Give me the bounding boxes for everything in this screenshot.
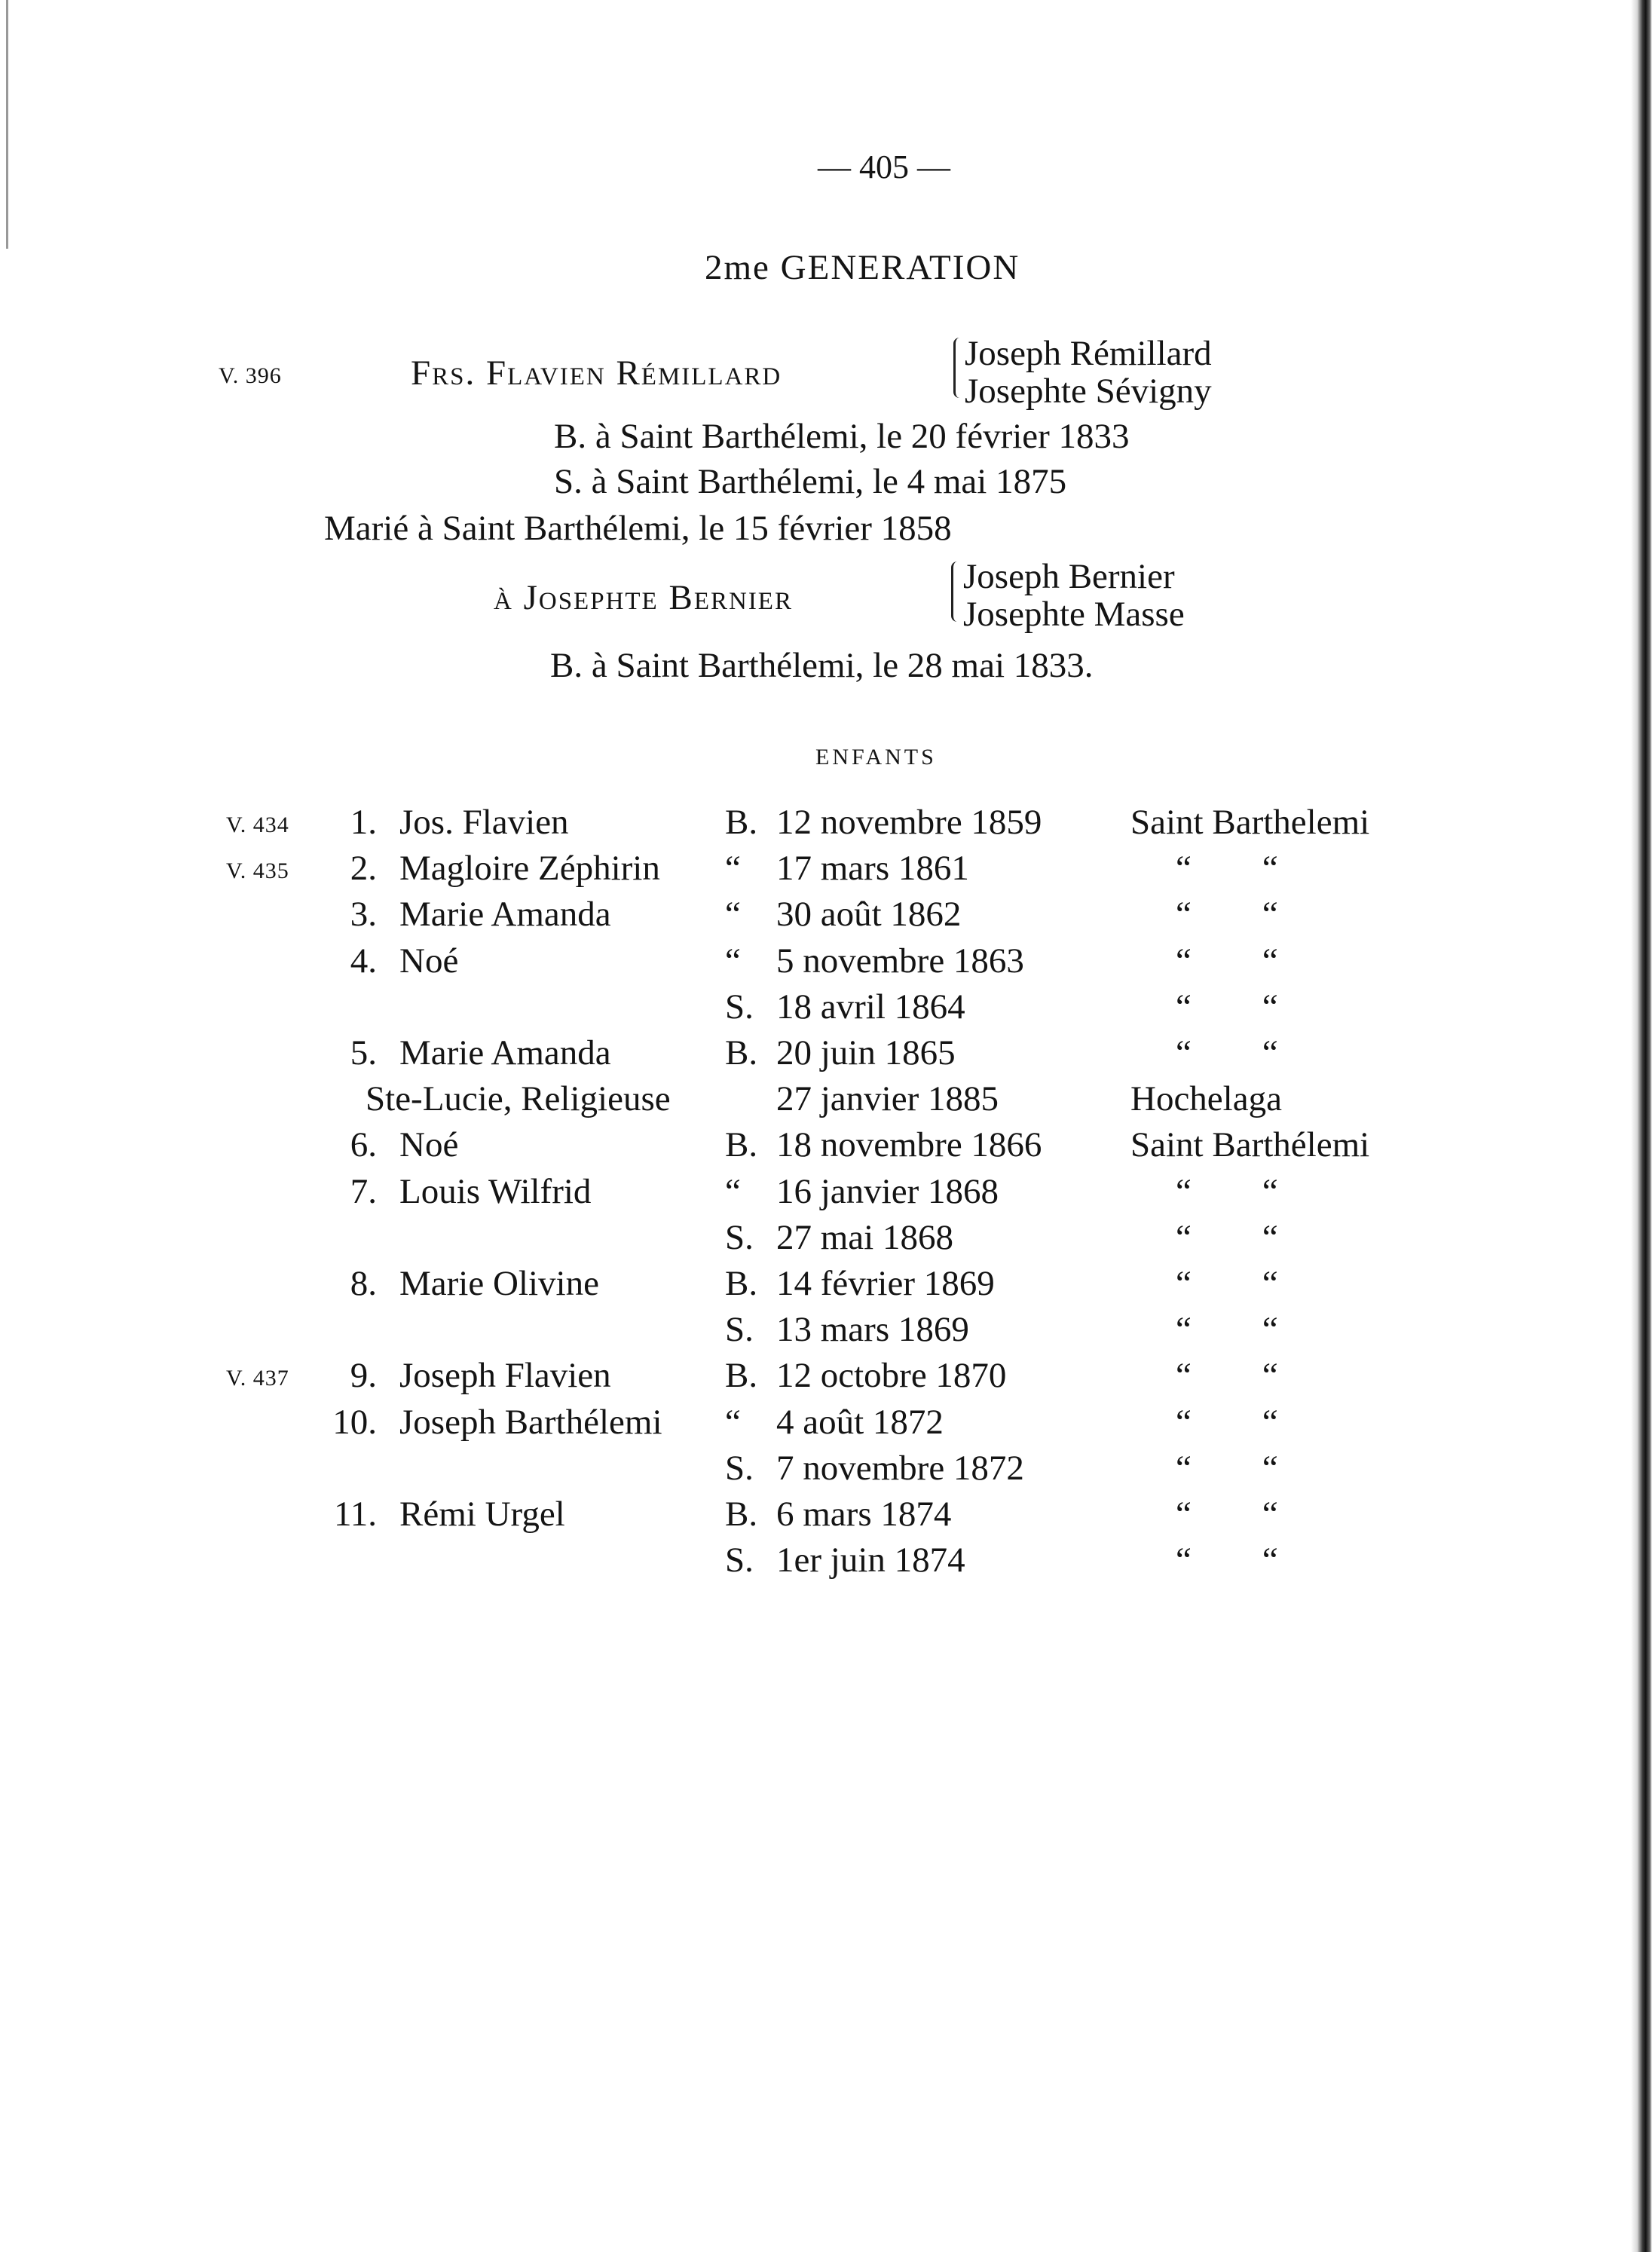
child-place: “ “: [1176, 849, 1278, 889]
child-place: Saint Barthelemi: [1130, 803, 1370, 842]
child-num: 10.: [332, 1402, 377, 1442]
child-name: Louis Wilfrid: [399, 1171, 592, 1211]
child-type: “: [725, 895, 741, 935]
spouse-birth: B. à Saint Barthélemi, le 28 mai 1833.: [550, 646, 1094, 685]
child-name: Joseph Barthélemi: [399, 1402, 662, 1442]
child-name: Marie Olivine: [399, 1264, 599, 1303]
child-num: 11.: [333, 1495, 377, 1534]
spouse-father: Joseph Bernier: [963, 557, 1175, 596]
child-type: S.: [725, 1217, 754, 1257]
child-date: 13 mars 1869: [776, 1310, 969, 1350]
child-num: 6.: [350, 1125, 377, 1165]
child-place: “ “: [1176, 1264, 1278, 1303]
child-num: 4.: [350, 941, 377, 981]
principal-marriage: Marié à Saint Barthélemi, le 15 février 1858: [324, 509, 952, 548]
principal-name: Frs. Flavien Rémillard: [411, 353, 782, 393]
child-date: 27 mai 1868: [776, 1217, 953, 1257]
child-type: S.: [725, 987, 754, 1027]
child-type: B.: [725, 1264, 758, 1303]
child-num: 5.: [350, 1033, 377, 1072]
child-type: S.: [725, 1310, 754, 1350]
child-type: B.: [725, 1125, 758, 1165]
child-type: S.: [725, 1541, 754, 1580]
child-type: B.: [725, 1495, 758, 1534]
principal-ref: V. 396: [219, 363, 282, 388]
child-num: 9.: [350, 1356, 377, 1396]
child-place: “ “: [1176, 1033, 1278, 1072]
child-date: 6 mars 1874: [776, 1495, 952, 1534]
child-place: “ “: [1176, 1402, 1278, 1442]
child-date: 27 janvier 1885: [776, 1079, 999, 1119]
child-place: Saint Barthélemi: [1130, 1125, 1370, 1165]
child-ref: V. 437: [226, 1366, 289, 1391]
child-name: Jos. Flavien: [399, 803, 569, 842]
scan-right-edge: [1631, 0, 1652, 2252]
child-date: 18 novembre 1866: [776, 1125, 1042, 1165]
spouse-name: à Josephte Bernier: [494, 578, 793, 617]
child-num: 1.: [350, 803, 377, 842]
children-heading: ENFANTS: [815, 745, 937, 770]
child-num: 7.: [350, 1171, 377, 1211]
child-place: “ “: [1176, 1171, 1278, 1211]
child-date: 12 novembre 1859: [776, 803, 1042, 842]
principal-birth: B. à Saint Barthélemi, le 20 février 1833: [554, 417, 1130, 456]
child-name: Noé: [399, 1125, 459, 1165]
child-type: “: [725, 941, 741, 981]
generation-title: 2me GENERATION: [705, 248, 1020, 287]
principal-mother: Josephte Sévigny: [965, 372, 1212, 411]
child-type: “: [725, 1402, 741, 1442]
child-place: “ “: [1176, 941, 1278, 981]
child-date: 16 janvier 1868: [776, 1171, 999, 1211]
child-name: Ste-Lucie, Religieuse: [366, 1079, 671, 1119]
child-date: 5 novembre 1863: [776, 941, 1024, 981]
child-place: “ “: [1176, 895, 1278, 935]
scan-left-edge: [6, 0, 8, 249]
child-place: “ “: [1176, 1495, 1278, 1534]
child-place: Hochelaga: [1130, 1079, 1282, 1119]
child-date: 1er juin 1874: [776, 1541, 965, 1580]
child-name: Magloire Zéphirin: [399, 849, 660, 889]
child-ref: V. 435: [226, 858, 289, 884]
child-date: 12 octobre 1870: [776, 1356, 1007, 1396]
principal-father: Joseph Rémillard: [965, 334, 1212, 373]
child-num: 2.: [350, 849, 377, 889]
child-type: B.: [725, 803, 758, 842]
child-name: Marie Amanda: [399, 1033, 611, 1072]
child-name: Marie Amanda: [399, 895, 611, 935]
child-num: 8.: [350, 1264, 377, 1303]
child-num: 3.: [350, 895, 377, 935]
child-type: B.: [725, 1356, 758, 1396]
child-type: S.: [725, 1448, 754, 1488]
child-type: “: [725, 1171, 741, 1211]
child-name: Noé: [399, 941, 459, 981]
child-type: “: [725, 849, 741, 889]
child-place: “ “: [1176, 1310, 1278, 1350]
child-place: “ “: [1176, 987, 1278, 1027]
child-place: “ “: [1176, 1448, 1278, 1488]
child-type: B.: [725, 1033, 758, 1072]
child-date: 4 août 1872: [776, 1402, 944, 1442]
page-number: — 405 —: [818, 148, 950, 185]
child-place: “ “: [1176, 1541, 1278, 1580]
child-date: 18 avril 1864: [776, 987, 965, 1027]
child-place: “ “: [1176, 1217, 1278, 1257]
child-place: “ “: [1176, 1356, 1278, 1396]
child-date: 20 juin 1865: [776, 1033, 956, 1072]
child-date: 17 mars 1861: [776, 849, 969, 889]
child-ref: V. 434: [226, 812, 289, 837]
child-date: 7 novembre 1872: [776, 1448, 1024, 1488]
child-date: 14 février 1869: [776, 1264, 995, 1303]
principal-burial: S. à Saint Barthélemi, le 4 mai 1875: [554, 462, 1067, 501]
spouse-mother: Josephte Masse: [963, 595, 1185, 634]
child-date: 30 août 1862: [776, 895, 962, 935]
child-name: Joseph Flavien: [399, 1356, 611, 1396]
child-name: Rémi Urgel: [399, 1495, 565, 1534]
